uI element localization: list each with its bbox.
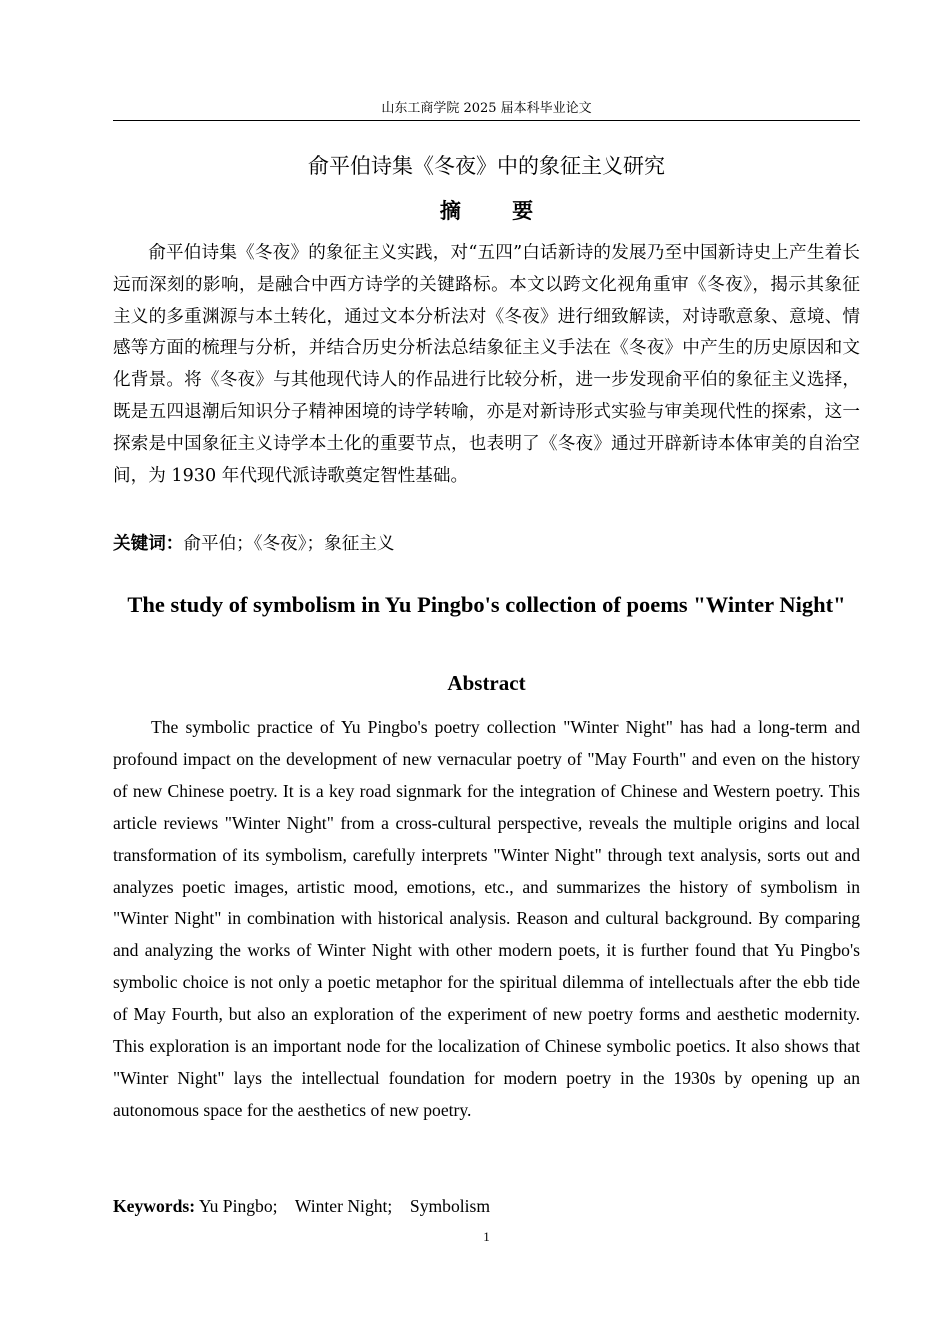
chinese-title: 俞平伯诗集《冬夜》中的象征主义研究 <box>308 154 665 178</box>
english-abstract-heading: Abstract <box>447 671 526 695</box>
header-divider <box>113 120 860 121</box>
english-keywords <box>113 1191 860 1221</box>
chinese-keywords-value: 俞平伯；《冬夜》；象征主义 <box>183 534 395 554</box>
running-header: 山东工商学院 2025 届本科毕业论文 <box>381 101 592 116</box>
english-keywords-value: Yu Pingbo; Winter Night; Symbolism <box>195 1196 491 1216</box>
english-keywords-label: Keywords: <box>113 1196 196 1216</box>
page-number: 1 <box>483 1229 490 1244</box>
chinese-abstract-body: 俞平伯诗集《冬夜》的象征主义实践，对“五四”白话新诗的发展乃至中国新诗史上产生着长远而深刻的影响，是融合中西方诗学的关键路标。本文以跨文化视角重审《冬夜》，揭示其象征主义的多重渊源与本土转化，通过文本分析法对《冬夜》进行细致解读，对诗歌意象、意境、情感等方面的梳理与分析，并结合历史分析法总结象征主义手法在《冬夜》中产生的历史原因和文化背景。将《冬夜》与其他现代诗人的作品进行比较分析，进一步发现俞平伯的象征主义选择，既是五四退潮后知识分子精神困境的诗学转喻，亦是对新诗形式实验与审美现代性的探索，这一探索是中国象征主义诗学本土化的重要节点，也表明了《冬夜》通过开辟新诗本体审美的自治空间，为 1930 年代现代派诗歌奠定智性基础。 <box>113 243 860 486</box>
english-title: The study of symbolism in Yu Pingbo's collection of poems "Winter Night" <box>127 592 846 617</box>
chinese-keywords <box>113 529 860 559</box>
chinese-keywords-label: 关键词： <box>113 534 184 554</box>
chinese-abstract-heading: 摘 要 <box>439 199 556 223</box>
english-abstract-body: The symbolic practice of Yu Pingbo's poetry collection "Winter Night" has had a long-term and profound impact on the development of new vernacular poetry of "May Fourth" and even on the history of new Chinese poetry. It is a key road signmark for the integration of Chinese and Western poetry. This article reviews "Winter Night" from a cross-cultural perspective, reveals the multiple origins and local transformation of its symbolism, carefully interprets "Winter Night" through text analysis, sorts out and analyzes poetic images, artistic mood, emotions, etc., and summarizes the history of symbolism in "Winter Night" in combination with historical analysis. Reason and cultural background. By comparing and analyzing the works of Winter Night with other modern poets, it is further found that Yu Pingbo's symbolic choice is not only a poetic metaphor for the spiritual dilemma of intellectuals after the ebb tide of May Fourth, but also an exploration of the experiment of new poetry forms and aesthetic modernity. This exploration is an important node for the localization of Chinese symbolic poetics. It also shows that "Winter Night" lays the intellectual foundation for modern poetry in the 1930s by opening up an autonomous space for the aesthetics of new poetry. <box>113 717 860 1120</box>
